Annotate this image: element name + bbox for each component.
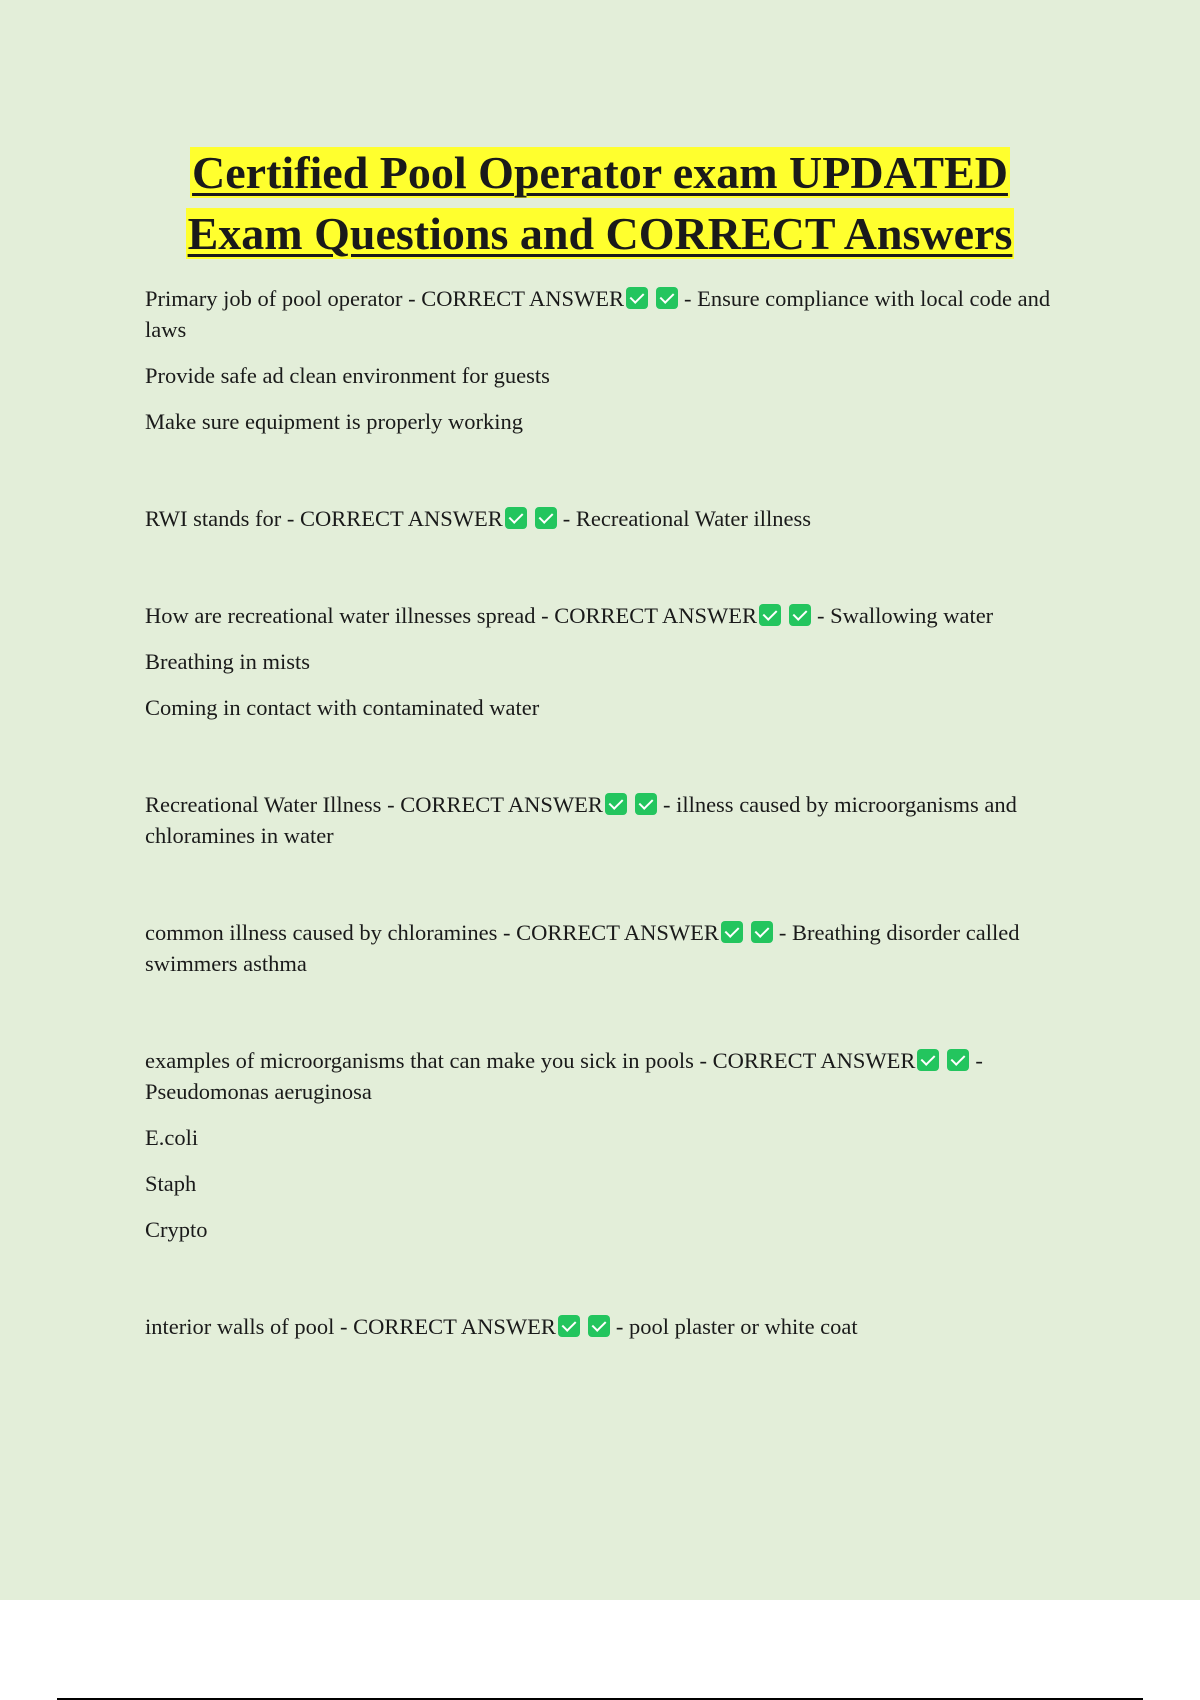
check-mark-icon bbox=[558, 1315, 580, 1337]
qa-item bbox=[145, 503, 1095, 534]
qa-item bbox=[145, 917, 1095, 979]
qa-item bbox=[145, 600, 1095, 723]
qa-question-line: How are recreational water illnesses spread - CORRECT ANSWER - Swallowing water bbox=[145, 603, 994, 628]
correct-answer-label: CORRECT ANSWER bbox=[421, 286, 624, 311]
check-mark-icon bbox=[605, 793, 627, 815]
check-mark-icon bbox=[917, 1049, 939, 1071]
check-mark-icon bbox=[656, 287, 678, 309]
qa-question-line: examples of microorganisms that can make you sick in pools - CORRECT ANSWER - Pseudomonas aeruginosa bbox=[145, 1048, 983, 1104]
check-mark-icon bbox=[947, 1049, 969, 1071]
answer-extra-line: Staph bbox=[145, 1171, 197, 1196]
answer-extra-line: E.coli bbox=[145, 1125, 199, 1150]
title-line-1: Certified Pool Operator exam UPDATED bbox=[192, 147, 1008, 198]
question-text: Recreational Water Illness bbox=[145, 792, 382, 817]
check-mark-icon bbox=[505, 507, 527, 529]
qa-list bbox=[145, 283, 1095, 1408]
correct-answer-label: CORRECT ANSWER bbox=[516, 920, 719, 945]
correct-answer-label: CORRECT ANSWER bbox=[353, 1314, 556, 1339]
correct-answer-label: CORRECT ANSWER bbox=[554, 603, 757, 628]
check-mark-icon bbox=[588, 1315, 610, 1337]
qa-question-line: Primary job of pool operator - CORRECT ANSWER - Ensure compliance with local code and laws bbox=[145, 286, 1051, 342]
qa-item bbox=[145, 789, 1095, 851]
check-mark-icon bbox=[626, 287, 648, 309]
answer-extra-line: Coming in contact with contaminated water bbox=[145, 695, 540, 720]
check-mark-icon bbox=[759, 604, 781, 626]
check-mark-icon bbox=[789, 604, 811, 626]
qa-question-line: common illness caused by chloramines - CORRECT ANSWER - Breathing disorder called swimmers asthma bbox=[145, 920, 1020, 976]
answer-text: Pseudomonas aeruginosa bbox=[145, 1079, 372, 1104]
answer-text: illness caused by microorganisms and chloramines in water bbox=[145, 792, 1017, 848]
check-mark-icon bbox=[535, 507, 557, 529]
check-mark-icon bbox=[751, 921, 773, 943]
qa-question-line: interior walls of pool - CORRECT ANSWER - pool plaster or white coat bbox=[145, 1314, 858, 1339]
check-mark-icon bbox=[635, 793, 657, 815]
answer-extra-line: Crypto bbox=[145, 1217, 208, 1242]
answer-extra-line: Provide safe ad clean environment for guests bbox=[145, 363, 550, 388]
correct-answer-label: CORRECT ANSWER bbox=[299, 506, 503, 531]
qa-question-line: RWI stands for - CORRECT ANSWER - Recreational Water illness bbox=[145, 506, 812, 531]
title-line-2: Exam Questions and CORRECT Answers bbox=[187, 208, 1013, 259]
qa-question-line: Recreational Water Illness - CORRECT ANSWER - illness caused by microorganisms and chloramines in water bbox=[145, 792, 1017, 848]
qa-item bbox=[145, 1045, 1095, 1245]
answer-text: pool plaster or white coat bbox=[628, 1314, 858, 1339]
question-text: Primary job of pool operator bbox=[145, 286, 403, 311]
check-mark-icon bbox=[721, 921, 743, 943]
question-text: RWI stands for bbox=[145, 506, 282, 531]
question-text: common illness caused by chloramines bbox=[145, 920, 498, 945]
answer-extra-line: Breathing in mists bbox=[145, 649, 310, 674]
qa-item bbox=[145, 1311, 1095, 1342]
answer-text: Breathing disorder called swimmers asthma bbox=[145, 920, 1020, 976]
answer-text: Swallowing water bbox=[830, 603, 994, 628]
document-title bbox=[0, 142, 1200, 264]
answer-extra-line: Make sure equipment is properly working bbox=[145, 409, 524, 434]
correct-answer-label: CORRECT ANSWER bbox=[400, 792, 603, 817]
question-text: examples of microorganisms that can make you sick in pools bbox=[145, 1048, 694, 1073]
qa-item bbox=[145, 283, 1095, 437]
correct-answer-label: CORRECT ANSWER bbox=[712, 1048, 916, 1073]
answer-text: Recreational Water illness bbox=[575, 506, 812, 531]
question-text: How are recreational water illnesses spread bbox=[145, 603, 536, 628]
answer-text: Ensure compliance with local code and laws bbox=[145, 286, 1051, 342]
question-text: interior walls of pool bbox=[145, 1314, 335, 1339]
